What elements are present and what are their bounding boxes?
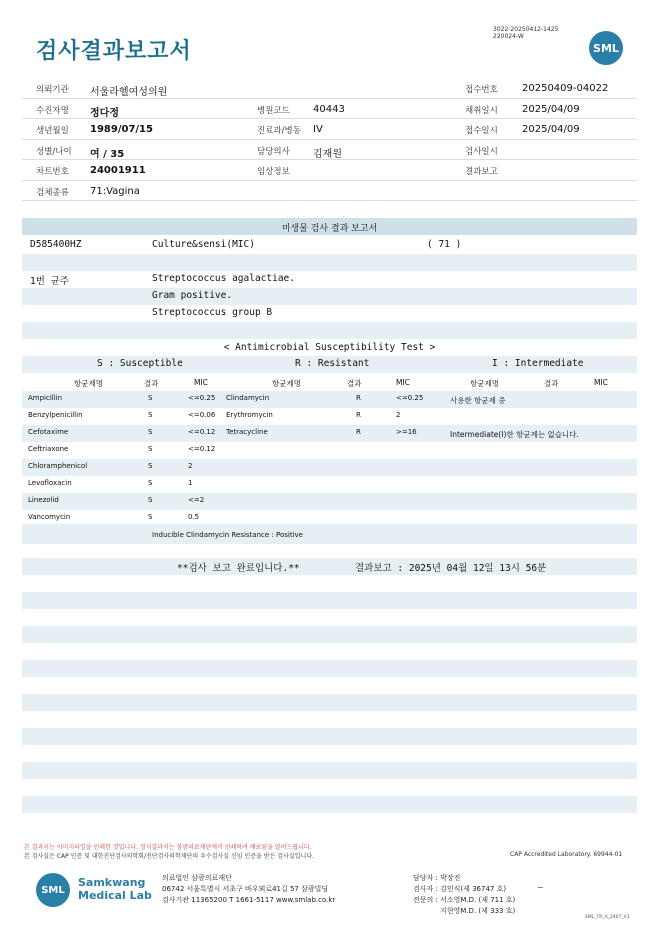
info-label: 검사일시 [465, 146, 498, 157]
info-row [22, 140, 637, 161]
print-notice: 본 결과지는 이미지파일을 인쇄한 것입니다. 정식결과지는 삼광의료재단에서 인쇄하여 배포됨을 알려드립니다. [24, 844, 312, 851]
empty-row-band [22, 694, 637, 711]
staff-info: 담당자 : 박장진 검사자 : 김민식(제 36747 호) 전문의 : 서소영M.D. (제 711 호) 지현영M.D. (제 333 호) [413, 874, 516, 915]
info-label: 성별/나이 [36, 146, 72, 157]
empty-row-band [22, 592, 637, 609]
table-row-band [22, 459, 637, 476]
company-name: Samkwang Medical Lab [78, 876, 152, 902]
info-label: 결과보고 [465, 167, 498, 177]
info-row [22, 78, 637, 99]
accreditation-note: 본 검사실은 CAP 인증 및 대한진단검사의학회/진단검사의학재단의 우수검사실 신임 인증을 받은 검사실입니다. [24, 853, 314, 860]
inducible-note: Inducible Clindamycin Resistance : Positive [152, 531, 303, 539]
ast-res: S [148, 411, 153, 419]
info-value: 서울라헬여성의원 [90, 87, 168, 98]
ast-mic: 2 [188, 462, 193, 470]
info-label: 임상정보 [257, 167, 290, 177]
info-value: 1989/07/15 [90, 124, 153, 135]
info-label: 담당의사 [257, 146, 290, 157]
info-value: 2025/04/09 [522, 124, 580, 135]
ast-mic: 2 [396, 411, 401, 419]
info-label: 접수번호 [465, 85, 498, 95]
ast-res: R [356, 428, 361, 436]
legend-susceptible: S : Susceptible [97, 358, 183, 369]
company-logo: SML [36, 873, 70, 907]
ast-drug: Levofloxacin [28, 479, 72, 487]
test-number: ( 71 ) [427, 239, 462, 250]
table-row-band [22, 391, 637, 408]
organism-line: Streptococcus agalactiae. [152, 273, 295, 284]
legend-resistant: R : Resistant [295, 358, 370, 369]
ast-res: R [356, 411, 361, 419]
legend-intermediate: I : Intermediate [492, 358, 584, 369]
organism-line: Streptococcus group B [152, 307, 273, 318]
info-label: 의뢰기관 [36, 85, 69, 95]
info-value: 2025/04/09 [522, 103, 580, 115]
form-code: SML_TR_A_2407_V1 [585, 915, 630, 920]
ast-drug: Clindamycin [226, 394, 270, 402]
report-time: 결과보고 : 2025년 04월 12일 13시 56분 [355, 563, 547, 574]
info-row [22, 181, 637, 202]
ast-mic: <=0.25 [188, 394, 216, 402]
info-label: 수진자명 [36, 105, 69, 116]
col-header-drug: 항균제명 [470, 379, 499, 388]
info-row [22, 99, 637, 120]
info-row [22, 119, 637, 140]
ast-res: R [356, 394, 361, 402]
ast-mic: <=0.25 [396, 394, 424, 402]
page-title: 검사결과보고서 [36, 39, 192, 64]
info-value: 김재원 [313, 148, 342, 160]
ast-mic: >=16 [396, 428, 417, 436]
ast-drug: Ampicillin [28, 394, 63, 402]
info-label: 검체종류 [36, 187, 69, 198]
report-complete-text: **검사 보고 완료입니다.** [177, 563, 300, 574]
cap-accreditation: CAP Accredited Laboratory. 69944-01 [510, 851, 623, 858]
ast-res: S [148, 445, 153, 453]
col-header-drug: 항균제명 [74, 379, 103, 388]
ast-res: S [148, 496, 153, 504]
empty-row-band [22, 796, 637, 813]
empty-row-band [22, 524, 637, 541]
ast-res: S [148, 394, 153, 402]
col-header-result: 결과 [544, 379, 559, 388]
ast-mic: <=0.12 [188, 428, 216, 436]
patient-info-table [22, 78, 637, 201]
section-title: 미생물 검사 결과 보고서 [281, 224, 378, 234]
col-header-mic: MIC [396, 378, 410, 387]
ast-mic: <=0.06 [188, 411, 216, 419]
ast-mic: 1 [188, 479, 193, 487]
col-header-result: 결과 [347, 379, 362, 388]
ast-mic: <=2 [188, 496, 205, 504]
signature-mark: ~ [537, 883, 544, 892]
info-label: 차트번호 [36, 167, 69, 177]
document-id: 3022-20250412-1425 220024-W [493, 26, 559, 40]
info-label: 병원코드 [257, 105, 290, 116]
info-value: 20250409-04022 [522, 83, 609, 94]
intermediate-note: Intermediate(I)한 항균제는 없습니다. [450, 430, 579, 439]
empty-row-band [22, 626, 637, 643]
col-header-mic: MIC [194, 378, 208, 387]
info-value: 40443 [313, 103, 345, 115]
ast-drug: Cefotaxime [28, 428, 69, 436]
sml-logo: SML [589, 31, 623, 65]
col-header-result: 결과 [144, 379, 159, 388]
test-name: Culture&sensi(MIC) [152, 239, 255, 250]
col-header-drug: 항균제명 [272, 379, 301, 388]
organism-line: Gram positive. [152, 290, 233, 301]
info-label: 접수일시 [465, 126, 498, 136]
ast-drug: Benzylpenicillin [28, 411, 83, 419]
info-value: IV [313, 124, 323, 135]
ast-res: S [148, 428, 153, 436]
ast-res: S [148, 479, 153, 487]
info-row [22, 160, 637, 181]
empty-row-band [22, 728, 637, 745]
info-value: 24001911 [90, 165, 146, 176]
info-label: 채취일시 [465, 105, 498, 116]
ast-drug: Ceftriaxone [28, 445, 69, 453]
report-body [22, 218, 637, 818]
ast-res: S [148, 462, 153, 470]
ast-drug: Tetracycline [226, 428, 268, 436]
institution-info: 의료법인 삼광의료재단 06742 서울특별시 서초구 바우뫼로41길 57 삼광빌딩 검사기관 11365200 T 1661-5117 www.smlab.co.kr [162, 874, 336, 904]
info-value: 71:Vagina [90, 185, 140, 197]
isolate-label: 1번 균주 [30, 276, 69, 287]
intermediate-note: 사용한 항균제 중 [450, 396, 506, 405]
empty-row-band [22, 762, 637, 779]
ast-drug: Vancomycin [28, 513, 71, 521]
info-label: 생년월일 [36, 126, 69, 136]
ast-res: S [148, 513, 153, 521]
col-header-mic: MIC [594, 378, 608, 387]
info-value: 정다정 [90, 107, 119, 119]
ast-title: < Antimicrobial Susceptibility Test > [223, 342, 436, 353]
info-value: 여 / 35 [90, 148, 125, 160]
ast-drug: Chloramphenicol [28, 462, 88, 470]
test-code: D585400HZ [30, 239, 82, 250]
ast-mic: <=0.12 [188, 445, 216, 453]
empty-row-band [22, 660, 637, 677]
ast-drug: Linezolid [28, 496, 59, 504]
ast-mic: 0.5 [188, 513, 200, 521]
ast-drug: Erythromycin [226, 411, 273, 419]
table-row-band [22, 493, 637, 510]
info-label: 진료과/병동 [257, 126, 301, 136]
